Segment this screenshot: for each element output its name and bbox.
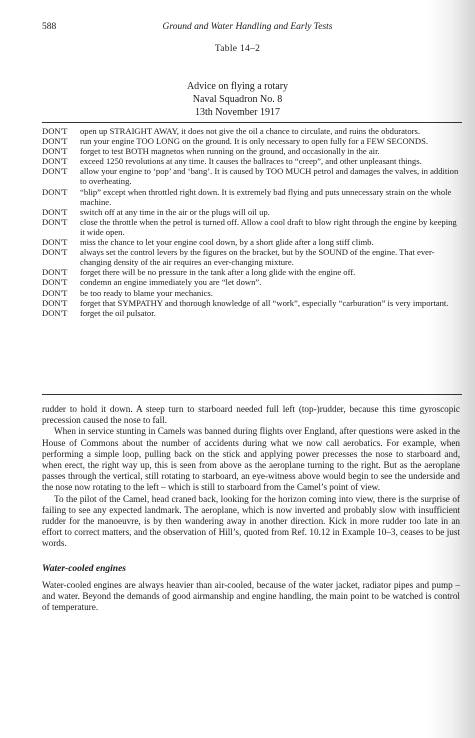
table-row	[42, 126, 462, 136]
table-row	[42, 166, 462, 186]
table-caption: Table 14–2	[214, 44, 261, 54]
row-text: “blip” except when throttled right down. It is extremely bad flying and puts unnecessary strain on the whole machine.	[80, 186, 452, 207]
table-row	[42, 237, 462, 247]
table-row	[42, 207, 462, 217]
row-label: DON'T	[42, 126, 68, 136]
row-label: DON'T	[42, 136, 68, 147]
row-text: close the throttle when the petrol is turned off. Allow a cool draft to blow right through the engine by keeping it wide open.	[80, 216, 457, 237]
row-text: open up STRAIGHT AWAY, it does not give the oil a chance to circulate, and ruins the obdurators.	[80, 126, 420, 136]
page-number: 588	[42, 22, 57, 32]
row-text: exceed 1250 revolutions at any time. It causes the ballraces to “creep”, and other unpleasant things.	[80, 156, 422, 167]
table-row	[42, 187, 462, 207]
row-text: allow your engine to ‘pop’ and ‘bang’. It is caused by TOO MUCH petrol and damages the valves, in addition to overheating.	[80, 166, 459, 187]
row-label: DON'T	[42, 287, 68, 298]
table-row	[42, 308, 462, 318]
running-title: Ground and Water Handling and Early Tests	[162, 22, 333, 32]
table-row	[42, 136, 462, 146]
paragraph: To the pilot of the Camel, head craned back, looking for the horizon coming into view, there is the surprise of failing to see any expected landmark. The aeroplane, which is now inverted and probably slow with insufficient rudder for the manoeuvre, is by then wandering away in another direction. Kick in more rudder too late in an effort to correct matters, and the observation of Hill’s, quoted from Ref. 10.12 in Example 10–3, ceases to be just words.	[42, 493, 460, 549]
table-row	[42, 247, 462, 267]
row-label: DON'T	[42, 146, 68, 157]
row-label: DON'T	[42, 216, 68, 227]
row-label: DON'T	[42, 156, 68, 167]
paragraph: When in service stunting in Camels was banned during flights over England, after questions were asked in the House of Commons about the number of accidents during what we now call aerobatics. For example, when performing a simple loop, pulling back on the stick and applying power precesses the nose to starboard and, when erect, the right way up, this is seen from above as the aeroplane turning to the right. But as the aeroplane passes through the vertical, still rotating to starboard, an eye-witness above would begin to see the underside and the nose now rotating to the left – which is still to starboard from the Camel’s point of view.	[42, 426, 460, 493]
advice-table	[42, 126, 462, 318]
table-row	[42, 267, 462, 277]
table-title	[0, 80, 475, 119]
table-title-line: Advice on flying a rotary	[186, 81, 289, 92]
row-label: DON'T	[42, 237, 68, 248]
row-text: switch off at any time in the air or the plugs will oil up.	[80, 206, 270, 217]
paragraph: Water-cooled engines are always heavier than air-cooled, because of the water jacket, radiator pipes and pump – and water. Beyond the demands of good airmanship and engine handling, the main point to be watched is control of temperature.	[42, 579, 460, 613]
table-row	[42, 288, 462, 298]
table-row	[42, 277, 462, 287]
row-label: DON'T	[42, 166, 68, 177]
row-label: DON'T	[42, 277, 68, 288]
table-row	[42, 156, 462, 166]
row-text: forget that SYMPATHY and thorough knowledge of all “work”, especially “carburation” is very important.	[80, 297, 449, 308]
table-top-rule	[42, 122, 462, 123]
row-label: DON'T	[42, 297, 68, 308]
table-row	[42, 146, 462, 156]
row-text: forget to test BOTH magnetos when running on the ground, and occasionally in the air.	[80, 146, 380, 157]
section-heading: Water-cooled engines	[42, 563, 126, 574]
table-row	[42, 217, 462, 237]
table-title-line: 13th November 1917	[195, 107, 280, 118]
table-row	[42, 298, 462, 308]
row-text: be too ready to blame your mechanics.	[80, 287, 213, 298]
row-text: condemn an engine immediately you are “let down”.	[80, 277, 262, 288]
table-title-line: Naval Squadron No. 8	[192, 94, 283, 105]
row-text: miss the chance to let your engine cool down, by a short glide after a long stiff climb.	[80, 237, 374, 248]
row-text: forget there will be no pressure in the tank after a long glide with the engine off.	[80, 267, 356, 278]
row-label: DON'T	[42, 186, 68, 197]
row-text: forget the oil pulsator.	[80, 307, 156, 318]
row-text: always set the control levers by the figures on the bracket, but by the SOUND of the engine. That ever-changing density of the air requires an ever-changing mixture.	[80, 247, 435, 268]
row-text: run your engine TOO LONG on the ground. It is only necessary to open fully for a FEW SECONDS.	[80, 136, 429, 147]
row-label: DON'T	[42, 267, 68, 278]
paragraph: rudder to hold it down. A steep turn to starboard needed full left (top-)rudder, because this time gyroscopic precession caused the nose to fall.	[42, 404, 460, 426]
row-label: DON'T	[42, 206, 68, 217]
row-label: DON'T	[42, 307, 68, 318]
table-bottom-rule	[42, 394, 462, 395]
row-label: DON'T	[42, 247, 68, 258]
body-text	[42, 404, 460, 613]
